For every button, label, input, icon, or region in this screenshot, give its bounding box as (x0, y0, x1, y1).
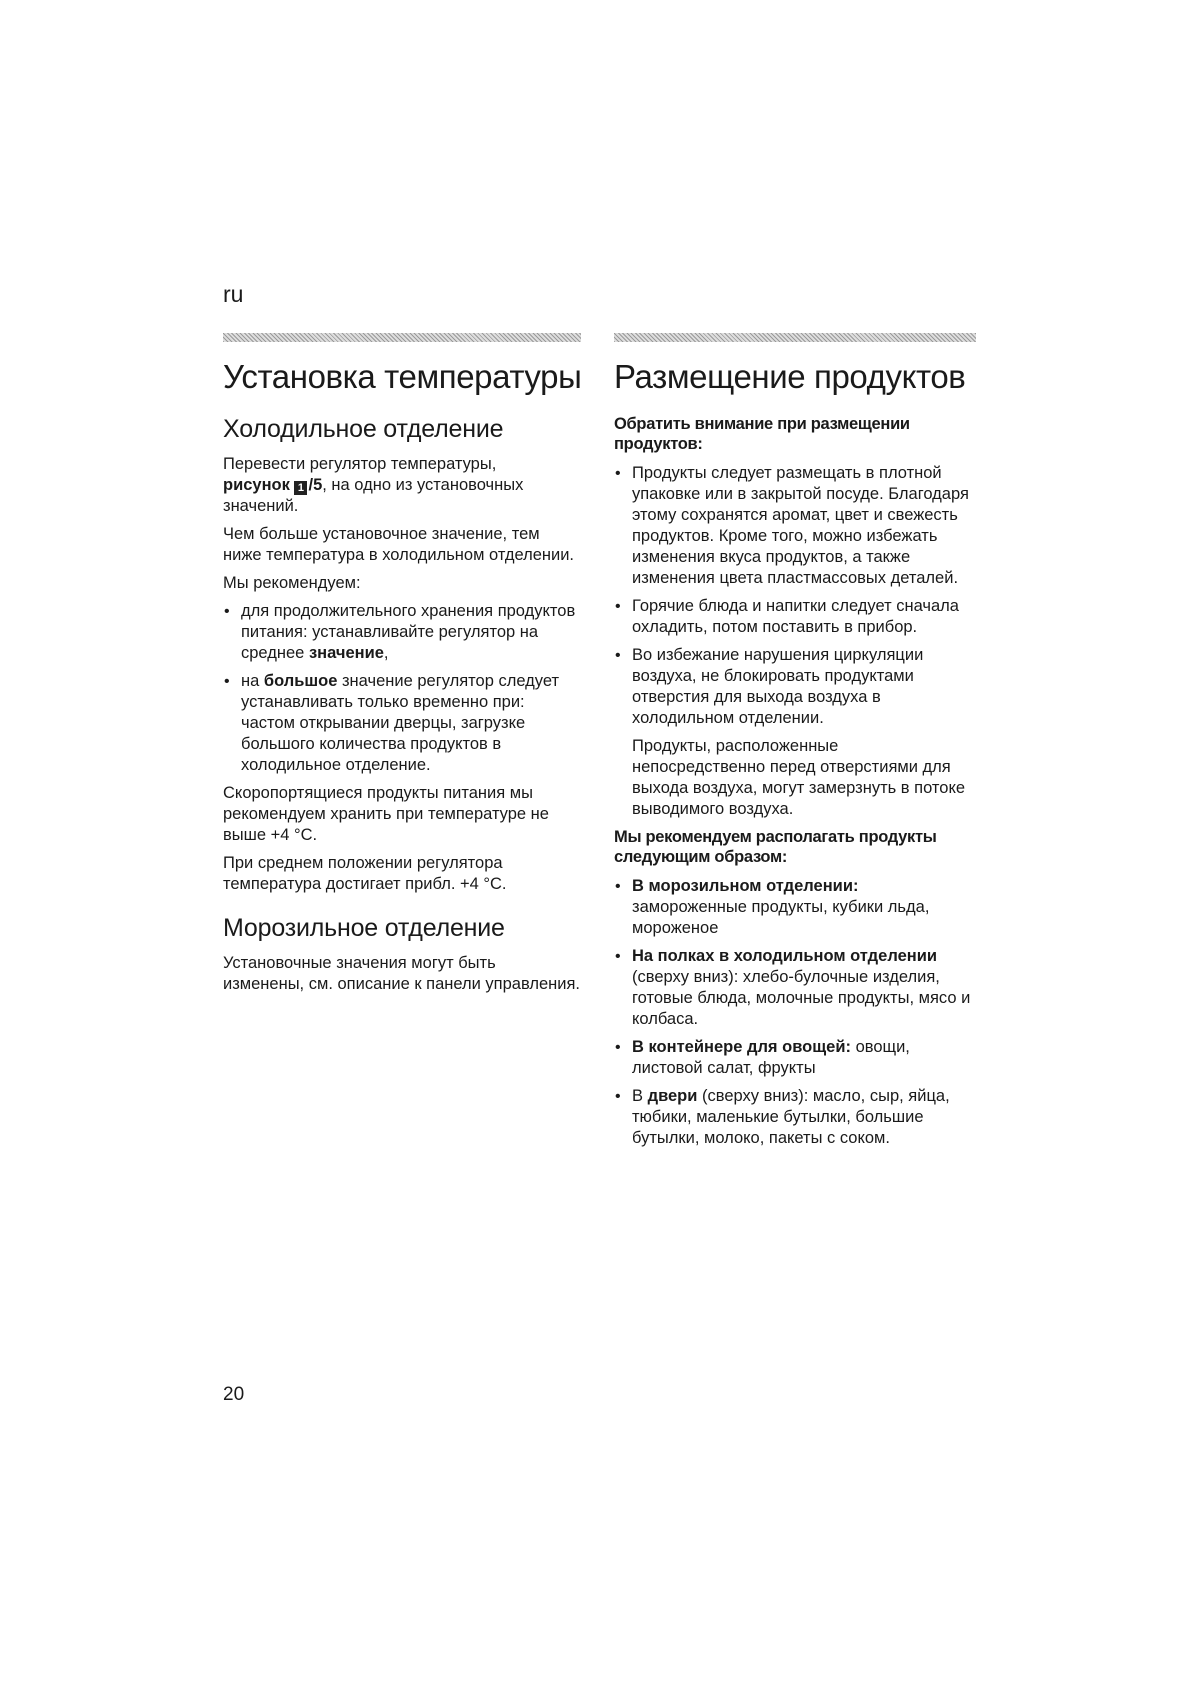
list-item (614, 1086, 976, 1149)
placement-shelves-label: На полках в холодильном отделении (632, 947, 938, 965)
fridge-recommend-list (223, 601, 581, 776)
list-item (614, 1037, 976, 1079)
fridge-paragraph-3: Мы рекомендуем: (223, 574, 361, 592)
right-column (614, 333, 976, 1156)
placement-vegetable-text: овощи, листовой салат, фрукты (632, 1038, 910, 1077)
placement-shelves-text: (сверху вниз): хлебо-булочные изделия, готовые блюда, молочные продукты, мясо и колбаса. (632, 968, 971, 1028)
list-item: • Во избежание нарушения циркуляции воздуха, не блокировать продуктами отверстия для выхода воздуха в холодильном отделении. (614, 645, 976, 729)
figure-number-badge: 1 (294, 481, 307, 495)
section-title-temperature: Установка температуры (223, 358, 582, 395)
figure-label: рисунок (223, 476, 290, 494)
fridge-paragraph-5: При среднем положении регулятора температура достигает прибл. +4 °C. (223, 854, 507, 893)
heading-freezer-compartment: Морозильное отделение (223, 914, 505, 942)
list-item: • Продукты следует размещать в плотной упаковке или в закрытой посуде. Благодаря этому сохранятся аромат, цвет и свежесть продуктов. Кроме того, можно избежать изменения вкуса продуктов, а также изменения цвета пластмассовых деталей. (614, 463, 976, 589)
placement-freezer-text: замороженные продукты, кубики льда, мороженое (632, 898, 930, 937)
list-item (614, 946, 976, 1030)
figure-reference (223, 476, 322, 494)
placement-notes-list (614, 463, 976, 729)
placement-list (614, 876, 976, 1149)
fridge-paragraph-1 (223, 454, 581, 517)
placement-freezer-label: В морозильном отделении: (632, 877, 859, 895)
list-item (223, 671, 581, 776)
section-divider (614, 333, 976, 342)
bullet2-bold: большое (263, 672, 338, 690)
placement-vegetable-label: В контейнере для овощей: (632, 1038, 851, 1056)
bullet2-text: значение регулятор следует устанавливать только временно при: частом открывании дверцы, загрузке большого количества продуктов в холодильное отделение. (241, 672, 560, 774)
bullet1-text: для продолжительного хранения продуктов питания: устанавливайте регулятор на среднее (241, 602, 576, 662)
bullet2-start: на (241, 672, 260, 690)
airflow-note: Продукты, расположенные непосредственно перед отверстиями для выхода воздуха, могут замерзнуть в потоке выводимого воздуха. (632, 737, 966, 818)
freezer-paragraph-1: Установочные значения могут быть изменены, см. описание к панели управления. (223, 954, 580, 993)
fridge-paragraph-2: Чем больше установочное значение, тем ниже температура в холодильном отделении. (223, 525, 575, 564)
fridge-p1-after: , на одно из установочных значений. (223, 476, 524, 515)
fridge-paragraph-4: Скоропортящиеся продукты питания мы рекомендуем хранить при температуре не выше +4 °C. (223, 784, 549, 844)
subheading-placement-notes: Обратить внимание при размещении продуктов: (614, 415, 910, 453)
fridge-p1-before: Перевести регулятор температуры, (223, 455, 497, 473)
heading-fridge-compartment: Холодильное отделение (223, 415, 504, 443)
section-title-food-placement: Размещение продуктов (614, 358, 966, 395)
bullet1-bold: значение (308, 644, 384, 662)
placement-door-label: двери (647, 1087, 698, 1105)
section-divider (223, 333, 581, 342)
placement-door-text: (сверху вниз): масло, сыр, яйца, тюбики, маленькие бутылки, большие бутылки, молоко, пакеты с соком. (632, 1087, 950, 1147)
list-item: • Горячие блюда и напитки следует сначала охладить, потом поставить в прибор. (614, 596, 976, 638)
language-code: ru (223, 281, 244, 307)
subheading-recommended-arrangement: Мы рекомендуем располагать продукты следующим образом: (614, 828, 937, 866)
figure-item: /5 (308, 476, 323, 494)
page-number: 20 (223, 1384, 245, 1405)
list-item (223, 601, 581, 664)
list-item (614, 876, 976, 939)
left-column (223, 333, 581, 1002)
bullet1-end: , (383, 644, 389, 662)
placement-door-pre: В (632, 1087, 644, 1105)
